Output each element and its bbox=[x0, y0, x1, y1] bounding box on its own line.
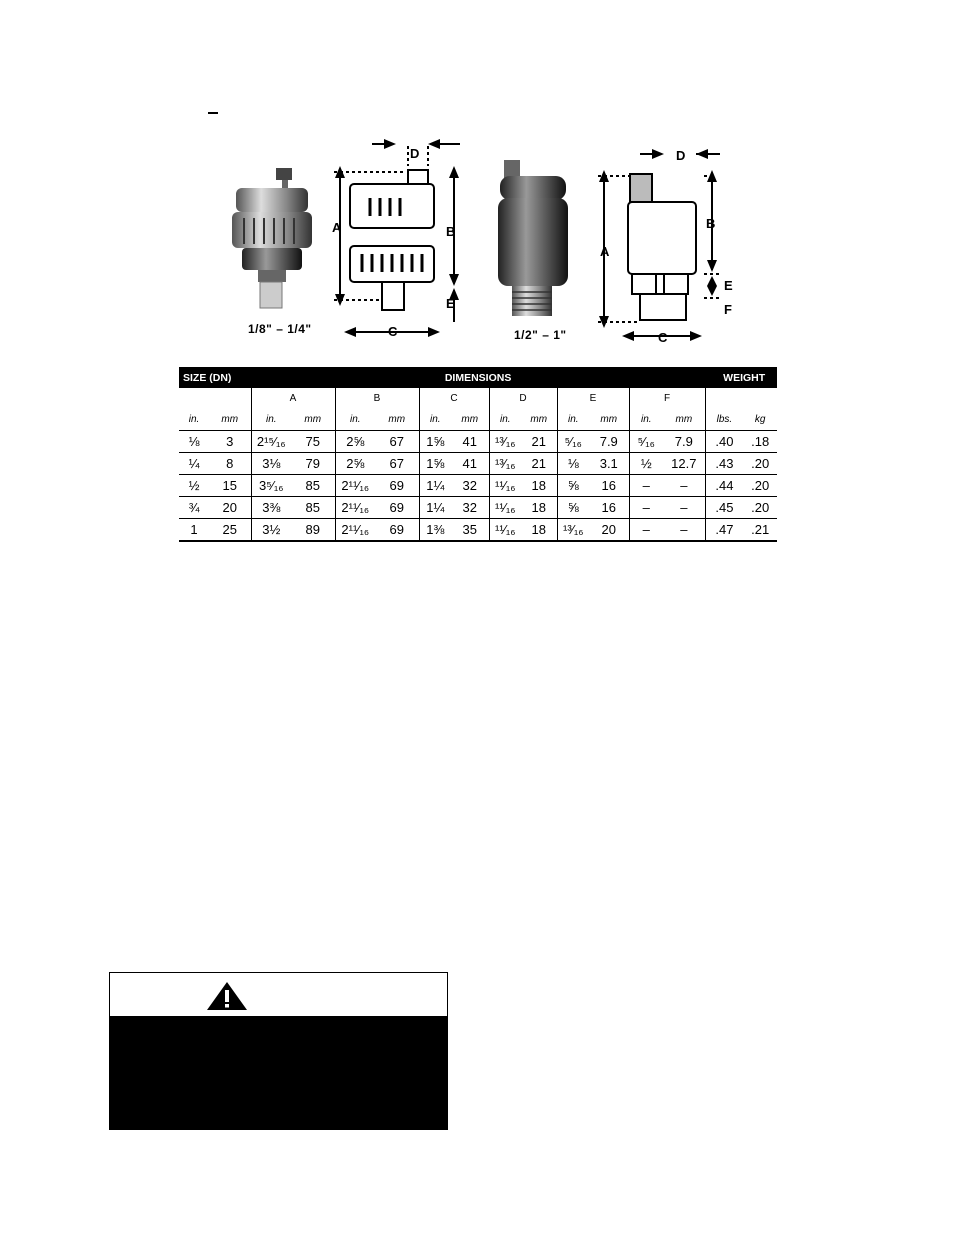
table-cell: ⁵⁄₁₆ bbox=[629, 431, 663, 453]
table-cell: ¹¹⁄₁₆ bbox=[489, 519, 521, 542]
table-cell: 2⅝ bbox=[335, 431, 375, 453]
small-vent-diagram bbox=[334, 144, 460, 332]
table-cell: 3⅛ bbox=[251, 453, 291, 475]
table-cell: 79 bbox=[291, 453, 335, 475]
warning-body bbox=[110, 1017, 447, 1129]
table-cell: 69 bbox=[375, 497, 419, 519]
product-figure bbox=[220, 136, 760, 358]
table-cell: 21 bbox=[521, 431, 557, 453]
table-cell: ⁵⁄₁₆ bbox=[557, 431, 589, 453]
warning-triangle-icon bbox=[206, 981, 248, 1011]
table-cell: 2¹¹⁄₁₆ bbox=[335, 475, 375, 497]
col-letter-e: E bbox=[557, 388, 629, 409]
table-cell: 2¹⁵⁄₁₆ bbox=[251, 431, 291, 453]
table-cell: 21 bbox=[521, 453, 557, 475]
table-cell: ¹¹⁄₁₆ bbox=[489, 497, 521, 519]
dimensions-table-wrap bbox=[179, 367, 777, 542]
table-cell: .21 bbox=[743, 519, 777, 542]
table-cell: 1¼ bbox=[419, 497, 451, 519]
dim-e-label: E bbox=[446, 296, 455, 311]
col-letter-b: B bbox=[335, 388, 419, 409]
table-cell: 32 bbox=[451, 475, 489, 497]
table-cell: – bbox=[663, 475, 705, 497]
table-cell: .43 bbox=[705, 453, 743, 475]
table-cell: 7.9 bbox=[589, 431, 629, 453]
table-cell: – bbox=[629, 475, 663, 497]
table-cell: 67 bbox=[375, 431, 419, 453]
table-cell: 41 bbox=[451, 453, 489, 475]
table-row bbox=[179, 453, 777, 475]
small-vent-arrows bbox=[335, 139, 459, 337]
dim-d-label: D bbox=[410, 146, 420, 161]
table-cell: ¾ bbox=[179, 497, 209, 519]
table-cell: ⅝ bbox=[557, 497, 589, 519]
large-vent-photo bbox=[498, 160, 568, 316]
unit-cell: in. bbox=[419, 409, 451, 431]
table-cell: 8 bbox=[209, 453, 251, 475]
unit-cell: mm bbox=[589, 409, 629, 431]
table-row bbox=[179, 475, 777, 497]
table-cell: ¹¹⁄₁₆ bbox=[489, 475, 521, 497]
table-cell: 1 bbox=[179, 519, 209, 542]
dim-c-label: C bbox=[388, 324, 398, 339]
table-cell: .40 bbox=[705, 431, 743, 453]
table-cell: 16 bbox=[589, 475, 629, 497]
table-cell: 89 bbox=[291, 519, 335, 542]
dim-f-label-large: F bbox=[724, 302, 732, 317]
table-cell: .20 bbox=[743, 475, 777, 497]
dim-b-label-large: B bbox=[706, 216, 716, 231]
unit-cell: in. bbox=[335, 409, 375, 431]
table-cell: 1⅜ bbox=[419, 519, 451, 542]
table-cell: ½ bbox=[179, 475, 209, 497]
table-cell: ½ bbox=[629, 453, 663, 475]
size-label-small: 1/8" – 1/4" bbox=[248, 322, 312, 336]
large-vent-diagram bbox=[598, 154, 720, 336]
unit-cell: in. bbox=[629, 409, 663, 431]
unit-cell: mm bbox=[291, 409, 335, 431]
dim-a-label-large: A bbox=[600, 244, 610, 259]
table-cell: – bbox=[663, 497, 705, 519]
table-cell: ⅛ bbox=[557, 453, 589, 475]
dim-c-label-large: C bbox=[658, 330, 668, 345]
unit-cell: in. bbox=[179, 409, 209, 431]
table-cell: 69 bbox=[375, 519, 419, 542]
unit-cell: mm bbox=[451, 409, 489, 431]
table-cell: 3 bbox=[209, 431, 251, 453]
dim-d-label-large: D bbox=[676, 148, 686, 163]
table-cell: ¼ bbox=[179, 453, 209, 475]
table-cell: 7.9 bbox=[663, 431, 705, 453]
col-letter-a: A bbox=[251, 388, 335, 409]
dim-e-label-large: E bbox=[724, 278, 733, 293]
size-label-large: 1/2" – 1" bbox=[514, 328, 567, 342]
col-letter-d: D bbox=[489, 388, 557, 409]
table-cell: 1⅝ bbox=[419, 453, 451, 475]
table-cell: .47 bbox=[705, 519, 743, 542]
small-vent-photo bbox=[232, 168, 312, 308]
table-cell: 18 bbox=[521, 519, 557, 542]
table-cell: .18 bbox=[743, 431, 777, 453]
table-row bbox=[179, 519, 777, 542]
dim-b-label: B bbox=[446, 224, 456, 239]
unit-cell: kg bbox=[743, 409, 777, 431]
dimensions-table bbox=[179, 367, 777, 542]
unit-cell: lbs. bbox=[705, 409, 743, 431]
table-letter-row bbox=[179, 388, 777, 409]
table-cell: 2⅝ bbox=[335, 453, 375, 475]
col-letter-f: F bbox=[629, 388, 705, 409]
table-cell: .20 bbox=[743, 453, 777, 475]
unit-cell: mm bbox=[375, 409, 419, 431]
table-cell: 35 bbox=[451, 519, 489, 542]
unit-cell: mm bbox=[209, 409, 251, 431]
table-row bbox=[179, 497, 777, 519]
table-cell: – bbox=[663, 519, 705, 542]
table-cell: 69 bbox=[375, 475, 419, 497]
table-cell: ¹³⁄₁₆ bbox=[557, 519, 589, 542]
table-cell: .45 bbox=[705, 497, 743, 519]
large-vent-arrows bbox=[599, 149, 717, 341]
table-cell: 85 bbox=[291, 497, 335, 519]
table-cell: 18 bbox=[521, 475, 557, 497]
table-cell: .44 bbox=[705, 475, 743, 497]
table-cell: .20 bbox=[743, 497, 777, 519]
table-cell: 3½ bbox=[251, 519, 291, 542]
warning-box bbox=[109, 972, 448, 1130]
table-cell: – bbox=[629, 519, 663, 542]
unit-cell: in. bbox=[489, 409, 521, 431]
table-cell: 85 bbox=[291, 475, 335, 497]
table-cell: – bbox=[629, 497, 663, 519]
header-weight: WEIGHT bbox=[705, 367, 777, 388]
table-cell: 41 bbox=[451, 431, 489, 453]
unit-cell: mm bbox=[663, 409, 705, 431]
table-cell: 15 bbox=[209, 475, 251, 497]
table-cell: ¹³⁄₁₆ bbox=[489, 431, 521, 453]
table-cell: ⅝ bbox=[557, 475, 589, 497]
unit-cell: mm bbox=[521, 409, 557, 431]
header-size: SIZE (DN) bbox=[179, 367, 251, 388]
table-cell: 1¼ bbox=[419, 475, 451, 497]
table-cell: 1⅝ bbox=[419, 431, 451, 453]
table-cell: 18 bbox=[521, 497, 557, 519]
warning-header bbox=[110, 973, 447, 1017]
table-cell: 20 bbox=[589, 519, 629, 542]
table-cell: 20 bbox=[209, 497, 251, 519]
table-cell: 2¹¹⁄₁₆ bbox=[335, 497, 375, 519]
header-dimensions: DIMENSIONS bbox=[251, 367, 705, 388]
table-cell: 67 bbox=[375, 453, 419, 475]
table-cell: 12.7 bbox=[663, 453, 705, 475]
table-cell: 16 bbox=[589, 497, 629, 519]
col-letter-c: C bbox=[419, 388, 489, 409]
dash-mark bbox=[208, 112, 218, 114]
table-cell: 2¹¹⁄₁₆ bbox=[335, 519, 375, 542]
table-cell: 25 bbox=[209, 519, 251, 542]
table-units-row bbox=[179, 409, 777, 431]
unit-cell: in. bbox=[557, 409, 589, 431]
dim-a-label: A bbox=[332, 220, 342, 235]
table-cell: ⅛ bbox=[179, 431, 209, 453]
table-row bbox=[179, 431, 777, 453]
table-cell: 32 bbox=[451, 497, 489, 519]
table-cell: 3.1 bbox=[589, 453, 629, 475]
unit-cell: in. bbox=[251, 409, 291, 431]
table-cell: 3⅜ bbox=[251, 497, 291, 519]
table-cell: 75 bbox=[291, 431, 335, 453]
table-cell: ¹³⁄₁₆ bbox=[489, 453, 521, 475]
table-header-row bbox=[179, 367, 777, 388]
table-cell: 3⁵⁄₁₆ bbox=[251, 475, 291, 497]
